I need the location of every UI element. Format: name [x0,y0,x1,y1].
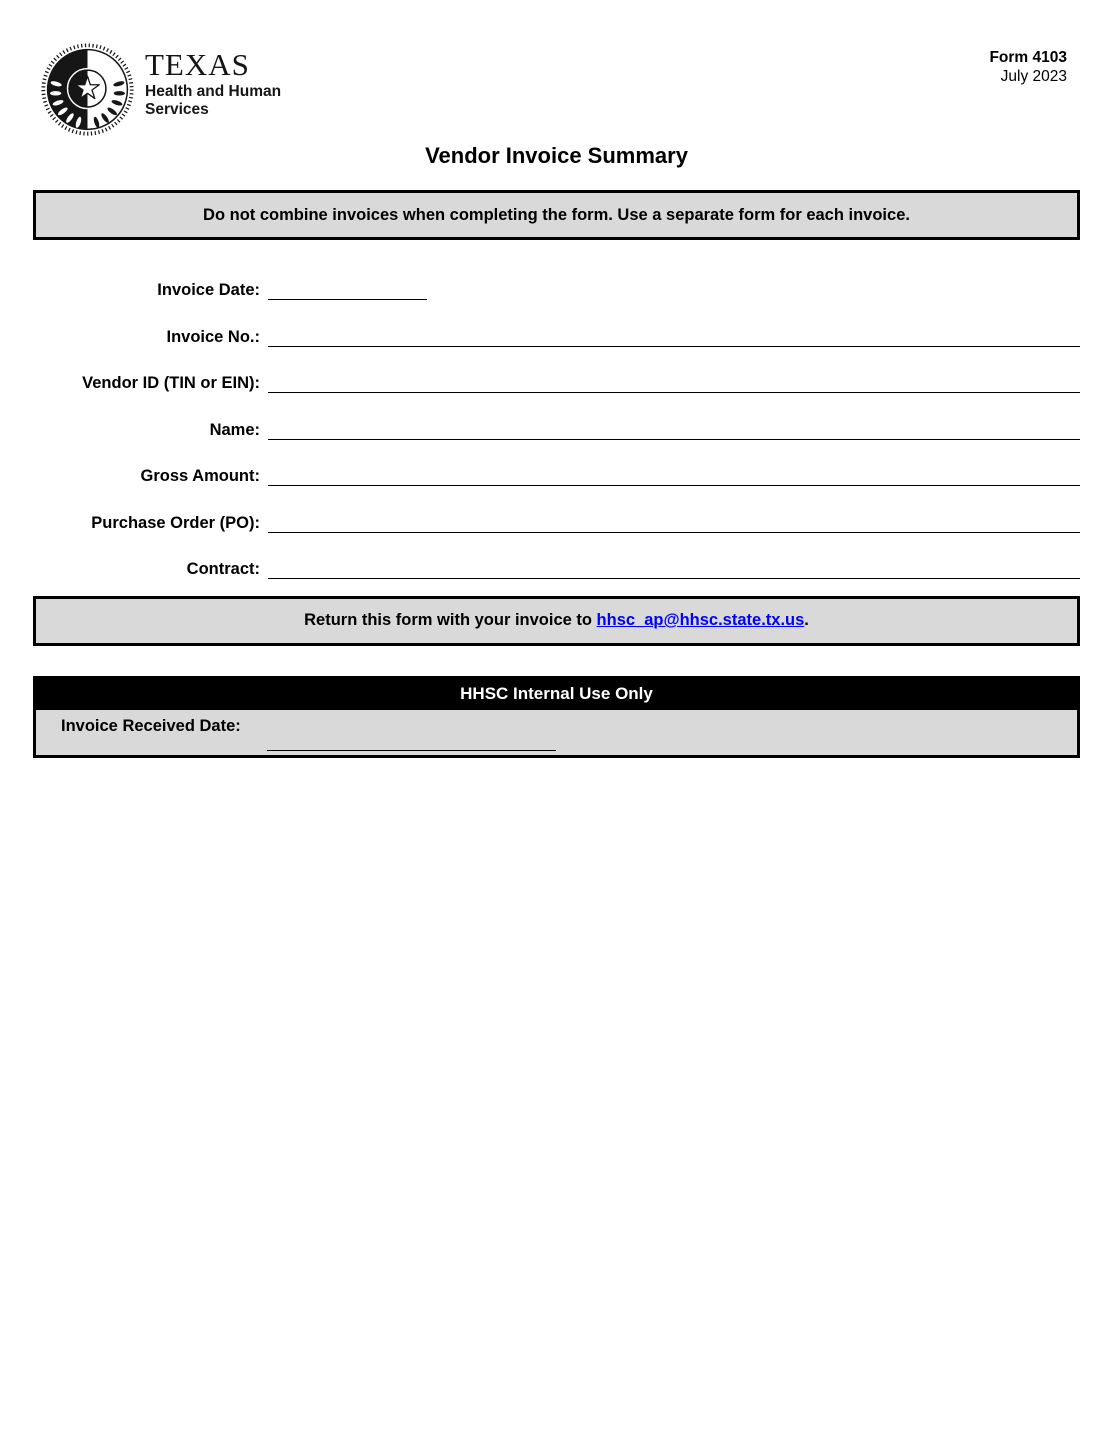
field-row-gross-amount [33,456,1080,486]
name-label: Name: [209,420,260,439]
return-instruction-text [304,611,809,630]
instruction-box: Do not combine invoices when completing the form. Use a separate form for each invoice. [33,190,1080,240]
internal-use-section [33,676,1080,758]
logo-subtitle-line1: Health and Human [145,83,282,100]
internal-use-header: HHSC Internal Use Only [36,679,1077,710]
hhs-logo-text [145,42,281,119]
return-prefix: Return this form with your invoice to [304,611,597,629]
form-number: Form 4103 [989,49,1067,66]
return-instruction-box [33,596,1080,646]
email-link[interactable]: hhsc_ap@hhsc.state.tx.us [596,611,805,629]
vendor-id-label: Vendor ID (TIN or EIN): [82,374,260,393]
invoice-date-input[interactable] [268,274,427,300]
contract-input[interactable] [268,553,1080,579]
gross-amount-input[interactable] [268,460,1080,486]
invoice-no-label: Invoice No.: [166,327,260,346]
page-title: Vendor Invoice Summary [425,143,688,168]
field-row-purchase-order [33,503,1080,533]
field-row-name [33,410,1080,440]
form-meta [989,48,1067,87]
page-header [33,42,1080,137]
gross-amount-label: Gross Amount: [140,467,260,486]
hhs-seal-icon [40,42,135,137]
hhs-logo [40,42,281,137]
contract-label: Contract: [186,560,260,579]
field-row-contract [33,549,1080,579]
purchase-order-input[interactable] [268,507,1080,533]
logo-subtitle [145,83,281,119]
vendor-id-input[interactable] [268,367,1080,393]
purchase-order-label: Purchase Order (PO): [91,513,260,532]
invoice-received-date-input[interactable] [267,750,556,751]
name-input[interactable] [268,414,1080,440]
invoice-received-date-label: Invoice Received Date: [61,716,241,735]
invoice-date-label: Invoice Date: [157,281,260,300]
form-revision-date: July 2023 [1000,68,1067,86]
form-fields [33,270,1080,579]
invoice-no-input[interactable] [268,321,1080,347]
internal-use-body [36,710,1077,755]
field-row-invoice-no [33,317,1080,347]
logo-texas-text: TEXAS [145,47,250,82]
logo-subtitle-line2: Services [145,101,209,119]
field-row-vendor-id [33,363,1080,393]
field-row-invoice-date [33,270,1080,300]
return-suffix: . [804,611,809,629]
